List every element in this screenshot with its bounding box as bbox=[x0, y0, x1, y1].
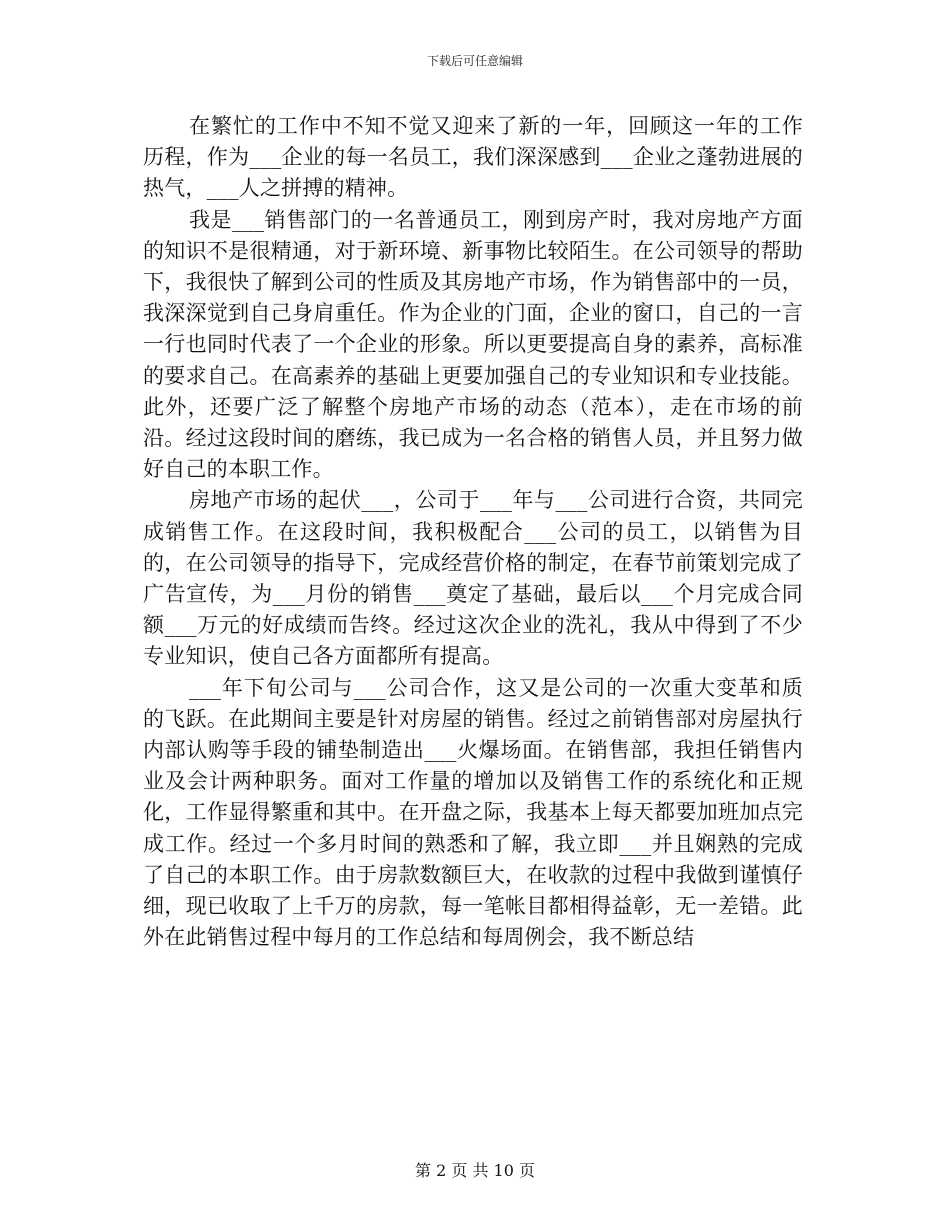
page-header: 下载后可任意编辑 bbox=[426, 54, 523, 68]
paragraph: 房地产市场的起伏___，公司于___年与___公司进行合资，共同完成销售工作。在这段时间，我积极配合___公司的员工，以销售为目的，在公司领导的指导下，完成经营价格的制定，在春节前策划完成了广告宣传，为___月份的销售___奠定了基础，最后以___个月完成合同额___万元的好成绩而告终。经过这次企业的洗礼，我从中得到了不少专业知识，使自己各方面都所有提高。 bbox=[143, 488, 803, 669]
document-body bbox=[143, 111, 803, 953]
paragraph: 我是___销售部门的一名普通员工，刚到房产时，我对房地产方面的知识不是很精通，对于新环境、新事物比较陌生。在公司领导的帮助下，我很快了解到公司的性质及其房地产市场，作为销售部中的一员，我深深觉到自己身肩重任。作为企业的门面，企业的窗口，自己的一言一行也同时代表了一个企业的形象。所以更要提高自身的素养，高标准的要求自己。在高素养的基础上更要加强自己的专业知识和专业技能。此外，还要广泛了解整个房地产市场的动态（范本），走在市场的前沿。经过这段时间的磨练，我已成为一名合格的销售人员，并且努力做好自己的本职工作。 bbox=[143, 207, 803, 482]
paragraph: ___年下旬公司与___公司合作，这又是公司的一次重大变革和质的飞跃。在此期间主要是针对房屋的销售。经过之前销售部对房屋执行内部认购等手段的铺垫制造出___火爆场面。在销售部，我担任销售内业及会计两种职务。面对工作量的增加以及销售工作的系统化和正规化，工作显得繁重和其中。在开盘之际，我基本上每天都要加班加点完成工作。经过一个多月时间的熟悉和了解，我立即___并且娴熟的完成了自己的本职工作。由于房款数额巨大，在收款的过程中我做到谨慎仔细，现已收取了上千万的房款，每一笔帐目都相得益彰，无一差错。此外在此销售过程中每月的工作总结和每周例会，我不断总结 bbox=[143, 675, 803, 950]
page-footer: 第 2 页 共 10 页 bbox=[415, 1161, 535, 1180]
paragraph: 在繁忙的工作中不知不觉又迎来了新的一年，回顾这一年的工作历程，作为___企业的每一名员工，我们深深感到___企业之蓬勃进展的热气，___人之拼搏的精神。 bbox=[143, 114, 803, 201]
